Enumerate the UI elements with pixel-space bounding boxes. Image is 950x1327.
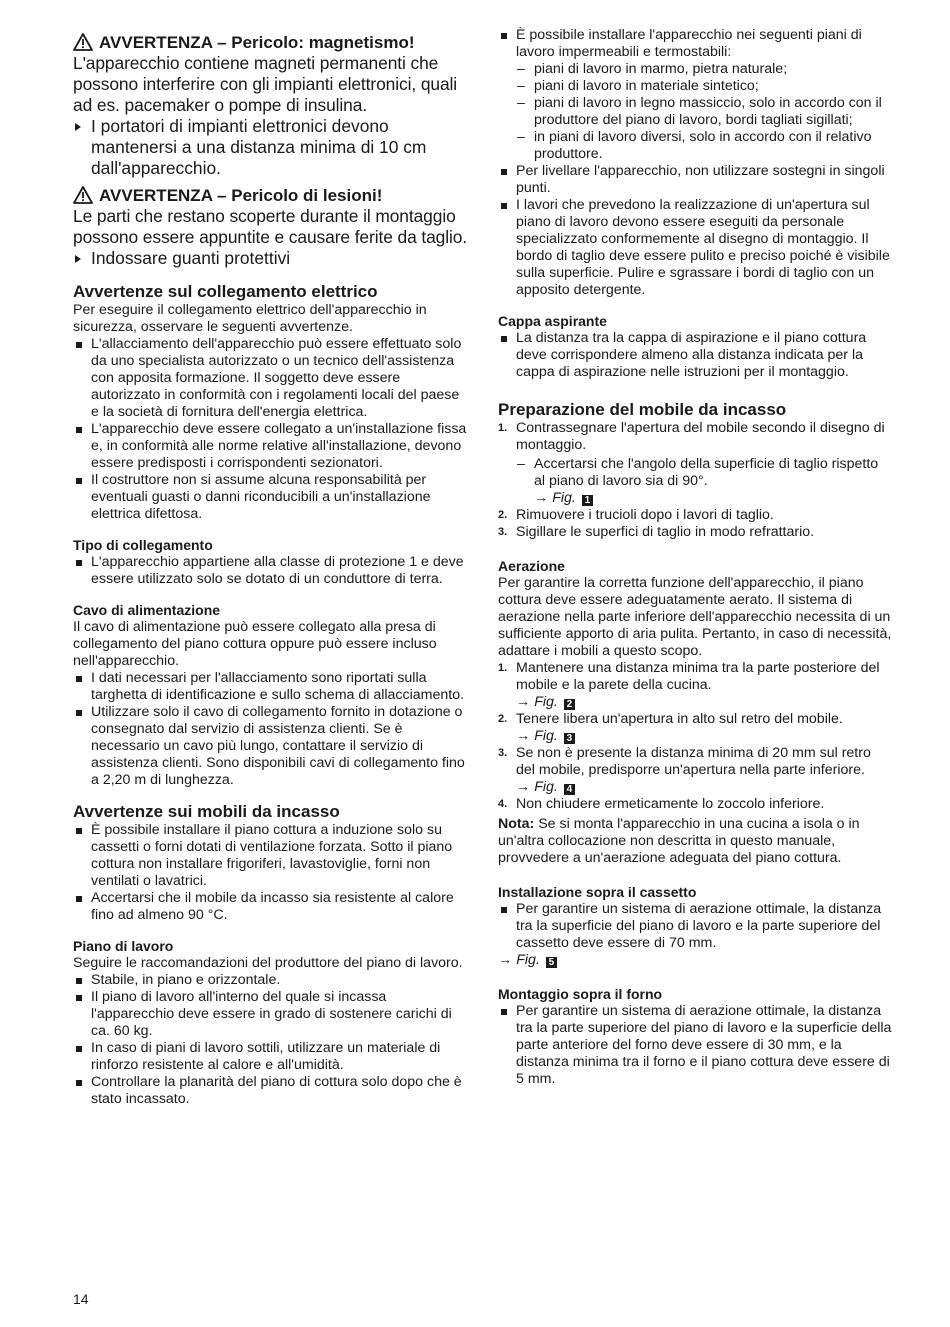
list-item: Il piano di lavoro all'interno del quale si incassa l'apparecchio deve essere in grado di sostenere carichi di ca. 60 kg.: [73, 989, 468, 1040]
list-item: Il costruttore non si assume alcuna responsabilità per eventuali guasti o danni riconducibili a un'installazione elettrica difettosa.: [73, 472, 468, 523]
arrow-icon: →: [516, 728, 531, 744]
right-column: [498, 0, 893, 1088]
list-item: Accertarsi che il mobile da incasso sia resistente al calore fino ad almeno 90 °C.: [73, 890, 468, 924]
figure-reference: → Fig. 5: [498, 952, 893, 969]
power-cable-list: [73, 670, 468, 789]
list-item: L'apparecchio appartiene alla classe di protezione 1 e deve essere utilizzato solo se dotato di un conduttore di terra.: [73, 554, 468, 588]
list-item: È possibile installare l'apparecchio nei seguenti piani di lavoro impermeabili e termostabili: – piani di lavoro in marmo, pietra naturale; – piani di lavoro in materiale sintetico; – piani di lavoro in legno massiccio, solo in accordo con il produttore del piano di lavoro, bordi tagliati sigillati; – in piani di lavoro diversi, solo in accordo con il relativo produttore.: [498, 27, 893, 163]
list-item: In caso di piani di lavoro sottili, utilizzare un materiale di rinforzo resistente al calore e all'umidità.: [73, 1040, 468, 1074]
left-column: [73, 0, 468, 1108]
subheading-drawer: Installazione sopra il cassetto: [498, 884, 697, 900]
figure-number-badge: 3: [564, 733, 575, 744]
drawer-list: [498, 901, 893, 952]
electrical-list: [73, 336, 468, 523]
warning-magnetism: [73, 32, 468, 179]
step-number: 2.: [498, 509, 508, 521]
figure-reference: → Fig. 2: [516, 694, 893, 711]
step-item: 3. Se non è presente la distanza minima di 20 mm sul retro del mobile, predisporre un'apertura nella parte inferiore. → Fig. 4: [498, 745, 893, 796]
subheading-connection-type: Tipo di collegamento: [73, 537, 213, 553]
arrow-icon: →: [534, 490, 549, 506]
warning-action: Indossare guanti protettivi: [73, 248, 468, 269]
page-number: 14: [73, 1291, 89, 1307]
list-item: Stabile, in piano e orizzontale.: [73, 972, 468, 989]
subheading-oven: Montaggio sopra il forno: [498, 986, 663, 1002]
section-intro: Seguire le raccomandazioni del produttore del piano di lavoro.: [73, 955, 463, 971]
note-paragraph: Nota: Se si monta l'apparecchio in una cucina a isola o in un'altra collocazione non descritta in questo manuale, provvedere a un'aerazione adeguata del piano cottura.: [498, 816, 860, 866]
list-item: Controllare la planarità del piano di cottura solo dopo che è stato incassato.: [73, 1074, 468, 1108]
section-intro: Per eseguire il collegamento elettrico dell'apparecchio in sicurezza, osservare le seguenti avvertenze.: [73, 302, 427, 335]
warning-title: AVVERTENZA – Pericolo: magnetismo!: [99, 33, 415, 52]
figure-number-badge: 2: [564, 699, 575, 710]
section-heading-preparation: Preparazione del mobile da incasso: [498, 400, 787, 419]
figure-reference: → Fig. 3: [516, 728, 893, 745]
sub-list-item: – in piani di lavoro diversi, solo in accordo con il relativo produttore.: [517, 129, 872, 162]
step-number: 1.: [498, 662, 508, 674]
worktop-list: [73, 972, 468, 1108]
subheading-worktop: Piano di lavoro: [73, 938, 174, 954]
step-item: 2. Rimuovere i trucioli dopo i lavori di taglio.: [498, 507, 774, 523]
arrow-icon: →: [516, 694, 531, 710]
action-triangle-icon: [75, 123, 81, 131]
warning-action: I portatori di impianti elettronici devono mantenersi a una distanza minima di 10 cm dall'apparecchio.: [73, 116, 468, 179]
step-number: 3.: [498, 747, 508, 759]
figure-number-badge: 4: [564, 784, 575, 795]
furniture-list: [73, 822, 468, 924]
step-item: 4. Non chiudere ermeticamente lo zoccolo inferiore.: [498, 796, 825, 812]
section-heading-furniture: Avvertenze sui mobili da incasso: [73, 802, 340, 821]
worktop-sub-list: [516, 61, 893, 163]
section-heading-electrical: Avvertenze sul collegamento elettrico: [73, 282, 378, 301]
figure-reference: → Fig. 1: [516, 490, 893, 507]
hood-list: [498, 330, 893, 381]
step-number: 4.: [498, 798, 508, 810]
list-item: Per garantire un sistema di aerazione ottimale, la distanza tra la parte superiore del piano di lavoro e la superficie della parte anteriore del forno deve essere di 30 mm, e la distanza minima tra il forno e il piano cottura deve essere di 5 mm.: [498, 1003, 893, 1088]
warning-body: L'apparecchio contiene magneti permanenti che possono interferire con gli impianti elettronici, quali ad es. pacemaker o pompe di insulina.: [73, 53, 458, 115]
arrow-icon: →: [498, 952, 513, 968]
note-label: Nota:: [498, 816, 535, 832]
list-item: I dati necessari per l'allacciamento sono riportati sulla targhetta di identificazione e sullo schema di allacciamento.: [73, 670, 468, 704]
step-number: 2.: [498, 713, 508, 725]
figure-reference: → Fig. 4: [516, 779, 893, 796]
warning-triangle-icon: [73, 33, 93, 51]
section-intro: Per garantire la corretta funzione dell'apparecchio, il piano cottura deve essere adeguatamente aerato. Il sistema di aerazione nella parte inferiore dell'apparecchio necessita di un sufficiente apporto di aria pulita. Pertanto, in caso di necessità, adattare i mobili a questo scopo.: [498, 575, 892, 659]
connection-type-list: [73, 554, 468, 588]
warning-triangle-icon: [73, 186, 93, 204]
warning-title: AVVERTENZA – Pericolo di lesioni!: [99, 186, 383, 205]
warning-body: Le parti che restano scoperte durante il montaggio possono essere appuntite e causare ferite da taglio.: [73, 206, 468, 247]
sub-list-item: – piani di lavoro in materiale sintetico;: [517, 78, 759, 94]
figure-number-badge: 5: [546, 957, 557, 968]
warning-injury: [73, 185, 468, 269]
subheading-hood: Cappa aspirante: [498, 313, 607, 329]
preparation-steps: [498, 420, 893, 541]
step-item: 1. Contrassegnare l'apertura del mobile secondo il disegno di montaggio. – Accertarsi che l'angolo della superficie di taglio rispetto al piano di lavoro sia di 90°. → Fig. 1: [498, 420, 893, 507]
step-substep: – Accertarsi che l'angolo della superficie di taglio rispetto al piano di lavoro sia di 90°.: [517, 456, 879, 489]
figure-number-badge: 1: [582, 495, 593, 506]
step-item: 2. Tenere libera un'apertura in alto sul retro del mobile. → Fig. 3: [498, 711, 893, 745]
list-item: L'allacciamento dell'apparecchio può essere effettuato solo da uno specialista autorizzato o un tecnico dell'assistenza con apposita formazione. Il soggetto deve essere autorizzato in conformità con i regolamenti locali del paese e la società di fornitura dell'energia elettrica.: [73, 336, 468, 421]
list-item: Per livellare l'apparecchio, non utilizzare sostegni in singoli punti.: [498, 163, 893, 197]
list-item: L'apparecchio deve essere collegato a un'installazione fissa e, in conformità alle norme relative all'installazione, devono essere predisposti i corrispondenti sezionatori.: [73, 421, 468, 472]
oven-list: [498, 1003, 893, 1088]
list-item: I lavori che prevedono la realizzazione di un'apertura sul piano di lavoro devono essere eseguiti da personale specializzato conformemente al disegno di montaggio. Il bordo di taglio deve essere pulito e preciso poiché è visibile sulla superficie. Pulire e sgrassare i bordi di taglio con un apposito detergente.: [498, 197, 893, 299]
list-item: Per garantire un sistema di aerazione ottimale, la distanza tra la superficie del piano di lavoro e la parte superiore del cassetto deve essere di 70 mm.: [498, 901, 893, 952]
subheading-ventilation: Aerazione: [498, 558, 565, 574]
list-item: La distanza tra la cappa di aspirazione e il piano cottura deve corrispondere almeno alla distanza indicata per la cappa di aspirazione nelle istruzioni per il montaggio.: [498, 330, 893, 381]
step-number: 3.: [498, 526, 508, 538]
step-item: 3. Sigillare le superfici di taglio in modo refrattario.: [498, 524, 815, 540]
subheading-power-cable: Cavo di alimentazione: [73, 602, 221, 618]
list-item: È possibile installare il piano cottura a induzione solo su cassetti o forni dotati di ventilazione forzata. Sotto il piano cottura non installare frigoriferi, lavastoviglie, forni non ventilati o lavatrici.: [73, 822, 468, 890]
sub-list-item: – piani di lavoro in legno massiccio, solo in accordo con il produttore del piano di lavoro, bordi tagliati sigillati;: [517, 95, 882, 128]
step-item: 1. Mantenere una distanza minima tra la parte posteriore del mobile e la parete della cucina. → Fig. 2: [498, 660, 893, 711]
worktop-types-list: [498, 27, 893, 299]
sub-list-item: – piani di lavoro in marmo, pietra naturale;: [517, 61, 788, 77]
list-item: Utilizzare solo il cavo di collegamento fornito in dotazione o consegnato dal servizio di assistenza clienti. Se è necessario un cavo più lungo, contattare il servizio di assistenza clienti. Sono disponibili cavi di collegamento fino a 2,20 m di lunghezza.: [73, 704, 468, 789]
section-intro: Il cavo di alimentazione può essere collegato alla presa di collegamento del piano cottura oppure può essere incluso nell'apparecchio.: [73, 619, 437, 669]
ventilation-steps: [498, 660, 893, 813]
arrow-icon: →: [516, 779, 531, 795]
action-triangle-icon: [75, 255, 81, 263]
step-number: 1.: [498, 422, 508, 434]
